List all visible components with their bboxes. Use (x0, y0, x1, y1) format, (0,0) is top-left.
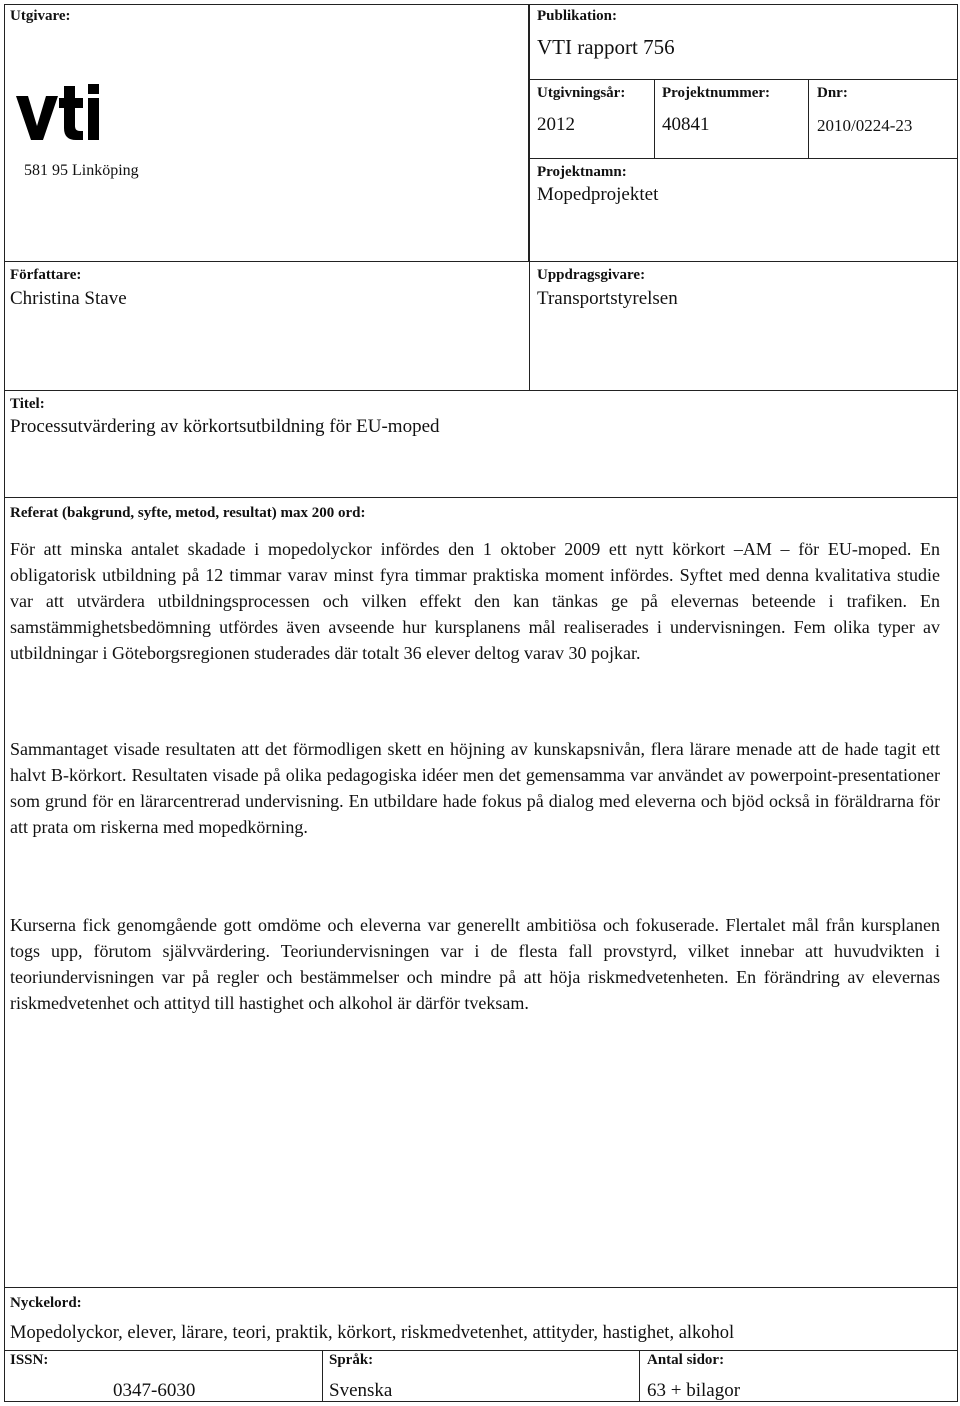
publisher-label: Utgivare: (10, 8, 71, 24)
publication-label: Publikation: (537, 8, 618, 24)
project-name-label: Projektnamn: (537, 164, 627, 180)
pages-label: Antal sidor: (647, 1352, 725, 1368)
title-cell (4, 390, 958, 498)
issn-value: 0347-6030 (113, 1380, 196, 1401)
year-value: 2012 (537, 114, 575, 135)
project-number-label: Projektnummer: (662, 85, 771, 101)
abstract-paragraph-2: Sammantaget visade resultaten att det förmodligen skett en höjning av kunskapsnivån, flera lärare menade att de hade tagit ett halvt B-körkort. Resultaten visade på olika pedagogiska idéer men det gemensamma var användet av powerpoint-presentationer som grund för en lärarcentrerad undervisning. En utbildare hade fokus på dialog med eleverna och bjöd också in föräldrarna för att prata om riskerna med mopedkörning. (10, 739, 940, 837)
title-value: Processutvärdering av körkortsutbildning för EU-moped (10, 416, 440, 437)
author-cell (4, 261, 530, 391)
author-label: Författare: (10, 267, 82, 283)
author-value: Christina Stave (10, 288, 127, 309)
abstract-paragraph-3: Kurserna fick genomgående gott omdöme och eleverna var generellt ambitiösa och fokuserade. Flertalet mål från kursplanen togs upp, förutom självvärdering. Teoriundervisningen var i de flesta fall provstyrd, vilket innebar att huvudvikten i teoriundervisningen var på regler och bestämmelser och mindre på att höja riskmedvetenheten. En förändring av elevernas riskmedvetenhet och attityd till hastighet och alkohol är därför tveksam. (10, 915, 940, 1013)
dnr-label: Dnr: (817, 85, 848, 101)
client-value: Transportstyrelsen (537, 288, 678, 309)
keywords-value: Mopedolyckor, elever, lärare, teori, praktik, körkort, riskmedvetenhet, attityder, hastighet, alkohol (10, 1323, 735, 1343)
language-label: Språk: (329, 1352, 374, 1368)
abstract-paragraph-1: För att minska antalet skadade i mopedolyckor infördes den 1 oktober 2009 ett nytt körkort –AM – för EU-moped. En obligatorisk utbildning på 12 timmar varav minst fyra timmar praktiska moment infördes. Syftet med denna kvalitativa studie var att utvärdera utbildningsprocessen och vilken effekt den kan tänkas ge på elevernas beteende i trafiken. En samstämmighetsbedömning utfördes även avseende hur kursplanens mål realiserades i undervisningen. Fem olika typer av utbildningar i Göteborgsregionen studerades där totalt 36 elever deltog varav 30 pojkar. (10, 539, 940, 663)
dnr-value: 2010/0224-23 (817, 116, 913, 135)
language-value: Svenska (329, 1380, 393, 1401)
keywords-label: Nyckelord: (10, 1295, 82, 1311)
vti-logo (14, 82, 104, 149)
project-name-value: Mopedprojektet (537, 184, 659, 205)
publisher-address: 581 95 Linköping (24, 162, 139, 179)
publication-value: VTI rapport 756 (537, 35, 675, 59)
title-label: Titel: (10, 396, 45, 412)
abstract-label: Referat (bakgrund, syfte, metod, resultat) max 200 ord: (10, 505, 366, 521)
project-number-value: 40841 (662, 114, 710, 135)
year-label: Utgivningsår: (537, 85, 626, 101)
issn-label: ISSN: (10, 1352, 49, 1368)
pages-value: 63 + bilagor (647, 1380, 741, 1401)
client-label: Uppdragsgivare: (537, 267, 646, 283)
